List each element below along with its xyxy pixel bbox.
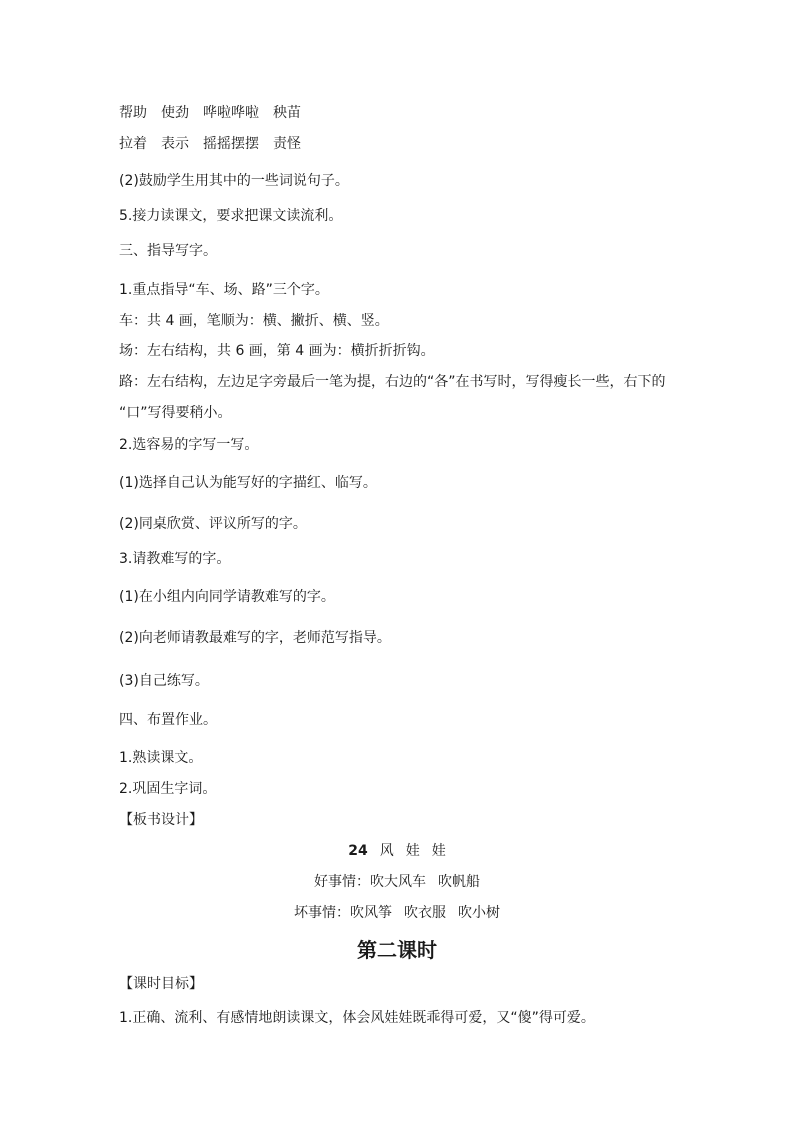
paragraph: 1.熟读课文。 <box>119 750 203 766</box>
paragraph: (2)向老师请教最难写的字，老师范写指导。 <box>119 630 391 646</box>
vocab-word: 责怪 <box>273 136 301 152</box>
title-char: 娃 <box>405 843 420 859</box>
section-heading: 四、布置作业。 <box>119 712 217 728</box>
paragraph: 车：共 4 画，笔顺为：横、撇折、横、竖。 <box>119 313 389 329</box>
paragraph: (3)自己练写。 <box>119 673 209 689</box>
good-item: 吹大风车 <box>370 874 426 890</box>
bad-item: 吹小树 <box>458 905 500 921</box>
paragraph: 5.接力读课文，要求把课文读流利。 <box>119 208 343 224</box>
paragraph: 2.巩固生字词。 <box>119 781 217 797</box>
paragraph: 场：左右结构，共 6 画，第 4 画为：横折折折钩。 <box>119 343 435 359</box>
bad-item: 吹风筝 <box>350 905 392 921</box>
lesson-number: 24 <box>348 843 368 859</box>
lesson-goal: 1.正确、流利、有感情地朗读课文，体会风娃娃既乖得可爱，又“傻”得可爱。 <box>119 1010 595 1026</box>
good-item: 吹帆船 <box>438 874 480 890</box>
paragraph: (2)同桌欣赏、评议所写的字。 <box>119 516 307 532</box>
lesson-heading: 第二课时 <box>357 938 437 962</box>
paragraph: 1.重点指导“车、场、路”三个字。 <box>119 282 329 298</box>
paragraph: (1)选择自己认为能写好的字描红、临写。 <box>119 475 377 491</box>
board-bad-things <box>0 904 794 922</box>
vocab-word: 哗啦哗啦 <box>203 105 259 121</box>
bad-item: 吹衣服 <box>404 905 446 921</box>
paragraph-continued: “口”写得要稍小。 <box>119 405 232 421</box>
vocab-word: 帮助 <box>119 105 147 121</box>
good-label: 好事情： <box>314 874 370 890</box>
paragraph: 2.选容易的字写一写。 <box>119 437 259 453</box>
title-char: 风 <box>379 843 394 859</box>
paragraph: 路：左右结构，左边足字旁最后一笔为提，右边的“各”在书写时，写得瘦长一些，右下的 <box>119 374 666 390</box>
board-title <box>0 842 794 860</box>
paragraph: 3.请教难写的字。 <box>119 551 231 567</box>
vocab-word: 秧苗 <box>273 105 301 121</box>
vocab-word: 拉着 <box>119 136 147 152</box>
board-good-things <box>0 873 794 891</box>
paragraph: (1)在小组内向同学请教难写的字。 <box>119 589 335 605</box>
vocab-row-1 <box>119 104 301 122</box>
lesson-goals-label: 【课时目标】 <box>119 976 203 992</box>
vocab-word: 使劲 <box>161 105 189 121</box>
title-char: 娃 <box>431 843 446 859</box>
bad-label: 坏事情： <box>294 905 350 921</box>
vocab-row-2 <box>119 135 301 153</box>
section-heading: 三、指导写字。 <box>119 243 217 259</box>
paragraph: (2)鼓励学生用其中的一些词说句子。 <box>119 173 349 189</box>
vocab-word: 摇摇摆摆 <box>203 136 259 152</box>
vocab-word: 表示 <box>161 136 189 152</box>
board-design-label: 【板书设计】 <box>119 812 203 828</box>
